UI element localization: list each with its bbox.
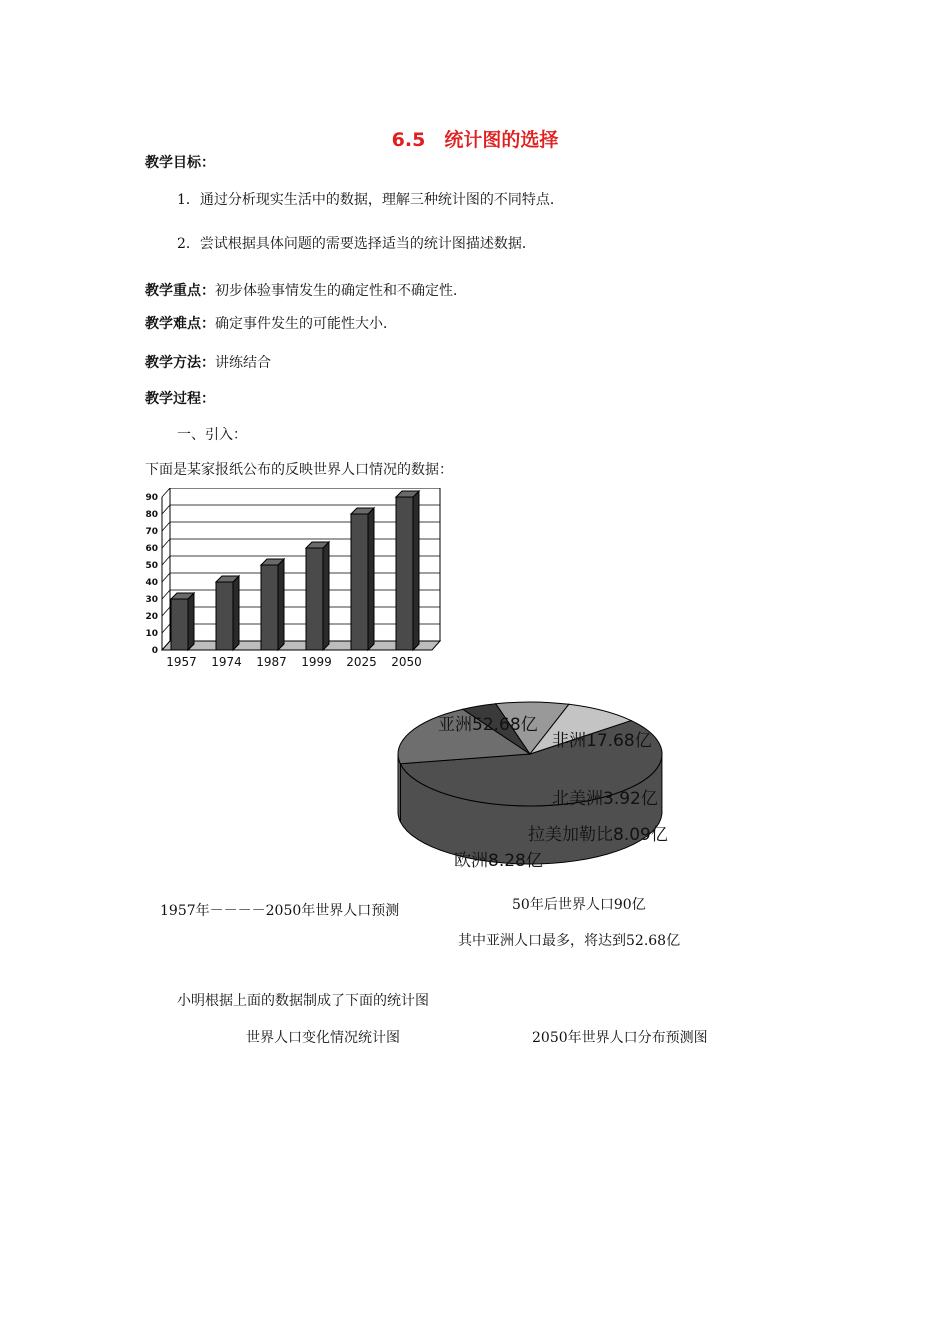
chart-title-left: 世界人口变化情况统计图 <box>246 1030 400 1046</box>
bar-chart-x-labels <box>166 655 422 669</box>
bar-chart-y-tick: 0 <box>151 646 158 656</box>
population-pie-chart <box>380 692 680 882</box>
objectives-label: 教学目标： <box>145 155 215 171</box>
bar-side-1957 <box>188 593 194 650</box>
key-point-label: 教学重点： <box>145 283 215 299</box>
objective-item-1: 1．通过分析现实生活中的数据，理解三种统计图的不同特点． <box>177 192 564 208</box>
population-bar-chart <box>140 488 450 673</box>
caption-right-1: 50年后世界人口90亿 <box>512 897 646 913</box>
process-label: 教学过程： <box>145 391 215 407</box>
pie-side-wall <box>398 754 400 822</box>
bar-chart-y-tick: 80 <box>145 510 158 520</box>
difficulty-label: 教学难点： <box>145 316 215 332</box>
pie-label-latin-america: 拉美加勒比8.09亿 <box>528 825 668 845</box>
bar-side-1999 <box>323 542 329 650</box>
bar-chart-x-label: 2050 <box>391 655 422 669</box>
objective-item-2: 2．尝试根据具体问题的需要选择适当的统计图描述数据． <box>177 236 536 252</box>
bar-chart-y-tick: 40 <box>145 578 158 588</box>
pie-label-asia: 亚洲52.68亿 <box>438 715 538 735</box>
bar-chart-y-tick: 20 <box>145 612 158 622</box>
pie-label-africa: 非洲17.68亿 <box>552 731 652 751</box>
bar-chart-x-label: 1987 <box>256 655 287 669</box>
bar-1987 <box>261 565 278 650</box>
pie-label-europe: 欧洲8.28亿 <box>454 851 543 871</box>
intro-heading: 一、引入： <box>177 427 247 443</box>
intro-text: 下面是某家报纸公布的反映世界人口情况的数据： <box>145 462 453 478</box>
bar-chart-x-label: 1974 <box>211 655 242 669</box>
bar-chart-y-tick: 50 <box>145 561 158 571</box>
bar-2025 <box>351 514 368 650</box>
bar-1974 <box>216 582 233 650</box>
bar-side-1987 <box>278 559 284 650</box>
bar-chart-y-tick: 90 <box>145 493 158 503</box>
bar-1999 <box>306 548 323 650</box>
method-text: 讲练结合 <box>215 355 271 371</box>
bar-side-1974 <box>233 576 239 650</box>
key-point-line <box>145 280 467 300</box>
bar-side-2025 <box>368 508 374 650</box>
bar-side-2050 <box>413 491 419 650</box>
bar-chart-y-tick: 70 <box>145 527 158 537</box>
chart-title-right: 2050年世界人口分布预测图 <box>532 1030 708 1046</box>
bar-chart-y-tick: 10 <box>145 629 158 639</box>
difficulty-text: 确定事件发生的可能性大小． <box>215 316 397 332</box>
pie-label-north-america: 北美洲3.92亿 <box>552 789 658 809</box>
method-line <box>145 352 271 372</box>
page-title: 6.5 统计图的选择 <box>391 129 559 151</box>
bar-chart-x-label: 2025 <box>346 655 377 669</box>
bar-chart-y-tick: 60 <box>145 544 158 554</box>
bar-chart-x-label: 1999 <box>301 655 332 669</box>
bar-chart-x-label: 1957 <box>166 655 197 669</box>
bar-1957 <box>171 599 188 650</box>
key-point-text: 初步体验事情发生的确定性和不确定性． <box>215 283 467 299</box>
method-label: 教学方法： <box>145 355 215 371</box>
xiaoming-text: 小明根据上面的数据制成了下面的统计图 <box>177 993 429 1009</box>
caption-left: 1957年－－－－2050年世界人口预测 <box>160 903 400 919</box>
difficulty-line <box>145 313 397 333</box>
caption-right-2: 其中亚洲人口最多，将达到52.68亿 <box>458 933 681 949</box>
bar-chart-y-tick: 30 <box>145 595 158 605</box>
bar-2050 <box>396 497 413 650</box>
bar-chart-y-ticks <box>145 493 158 656</box>
